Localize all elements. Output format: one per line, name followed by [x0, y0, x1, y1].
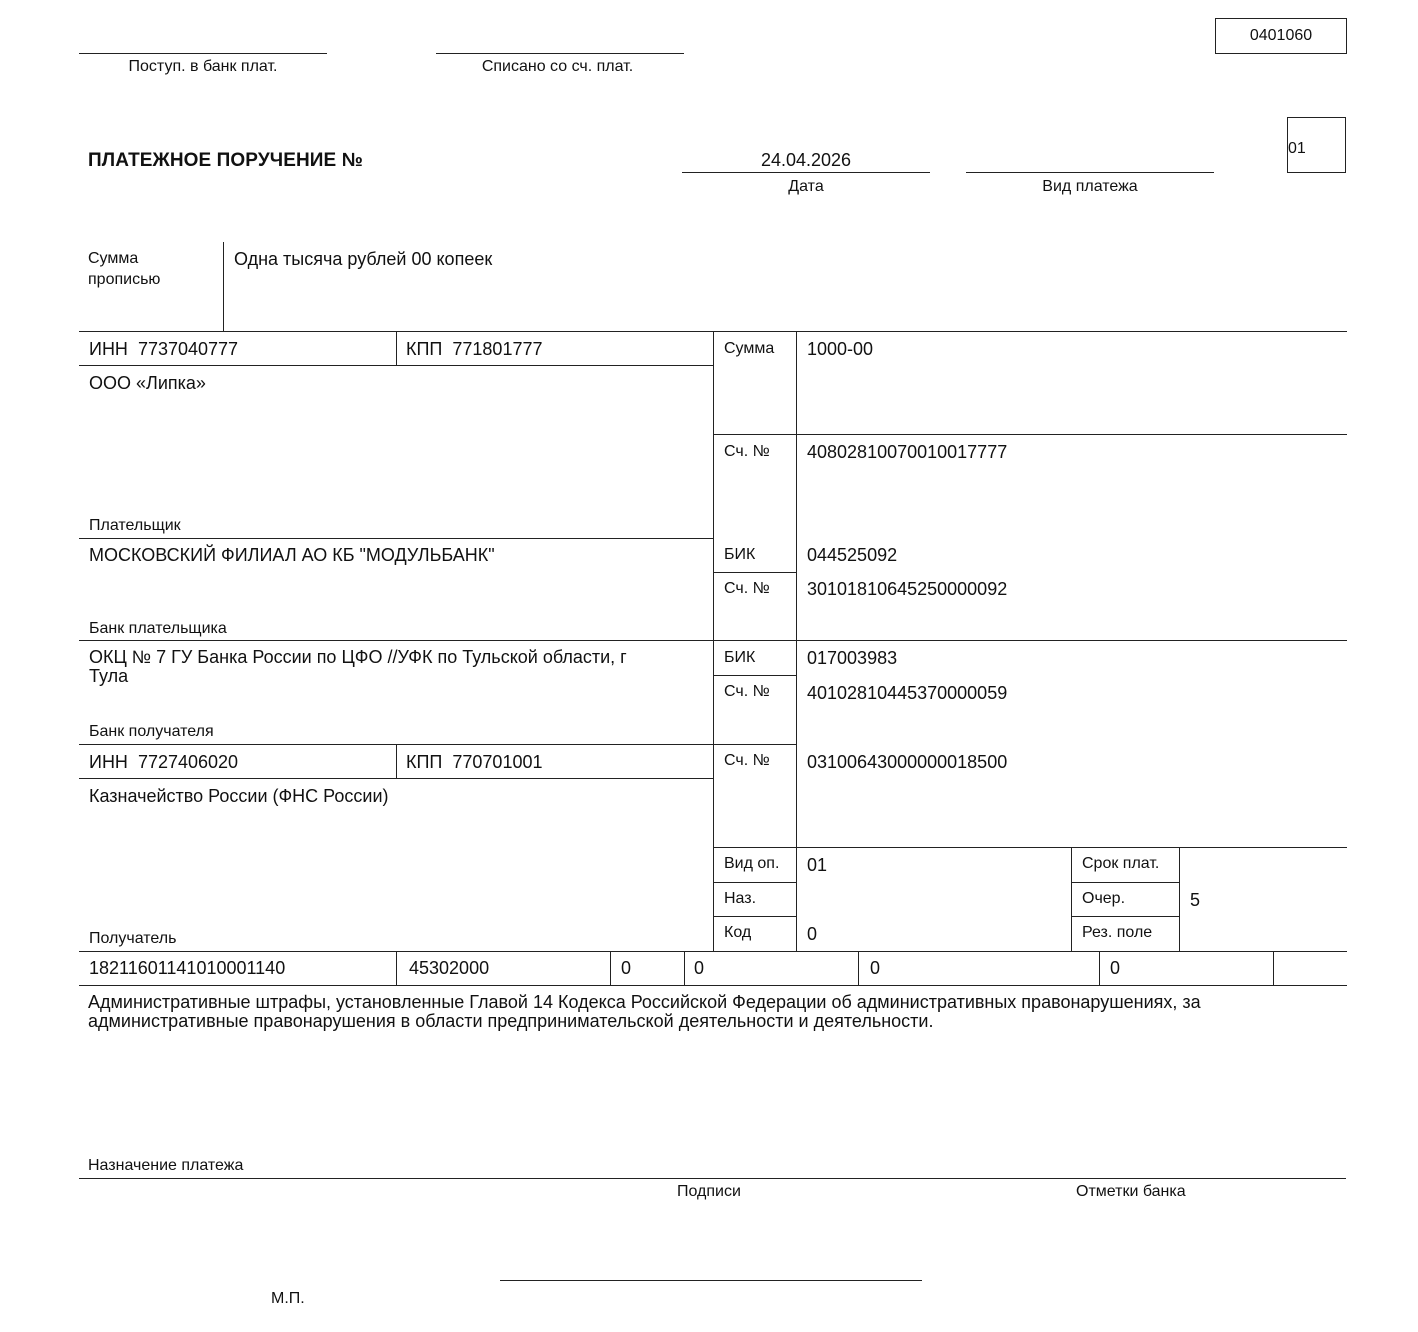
grid-line — [1071, 847, 1072, 951]
grid-line — [713, 434, 1347, 435]
payee-name: Казначейство России (ФНС России) — [89, 786, 389, 806]
grid-line — [79, 778, 713, 779]
grid-line — [858, 951, 859, 985]
grid-line — [79, 985, 1347, 986]
payee-bank-name — [89, 648, 627, 686]
tax-field-3: 0 — [870, 958, 881, 978]
grid-line — [79, 744, 796, 745]
oktmo-value: 45302000 — [409, 958, 490, 978]
amount-words-value: Одна тысяча рублей 00 копеек — [234, 249, 493, 269]
payer-kpp — [406, 339, 543, 359]
status-code-box — [1287, 117, 1346, 173]
payer-kpp-value: 771801777 — [452, 339, 543, 359]
received-label: Поступ. в банк плат. — [128, 58, 278, 75]
grid-line — [79, 365, 713, 366]
srok-label: Срок плат. — [1082, 855, 1160, 872]
payee-account-label: Сч. № — [724, 752, 770, 769]
date-line — [682, 172, 930, 173]
stamp-label: М.П. — [271, 1290, 305, 1307]
grid-line — [396, 951, 397, 985]
rez-label: Рез. поле — [1082, 924, 1153, 941]
grid-line — [396, 331, 397, 365]
ocher-label: Очер. — [1082, 890, 1126, 907]
purpose-label: Назначение платежа — [88, 1157, 244, 1174]
payee-inn-label: ИНН — [89, 752, 128, 772]
payment-type-label: Вид платежа — [1042, 178, 1138, 195]
amount-words-label-line1: Сумма — [88, 250, 139, 267]
purpose-line-2: административные правонарушения в области предпринимательской деятельности и деятельности. — [88, 1011, 934, 1031]
tax-field-2: 0 — [694, 958, 705, 978]
amount-label: Сумма — [724, 340, 775, 357]
grid-line — [713, 675, 796, 676]
tax-field-4: 0 — [1110, 958, 1121, 978]
grid-line — [713, 916, 796, 917]
signature-line — [500, 1280, 922, 1281]
payer-bank-bik-value: 044525092 — [807, 545, 898, 565]
payer-account-label: Сч. № — [724, 443, 770, 460]
payee-bank-name-line2: Тула — [89, 666, 129, 686]
payer-account-value: 40802810070010017777 — [807, 442, 1008, 462]
payee-bank-bik-label: БИК — [724, 649, 756, 666]
bank-marks-label: Отметки банка — [1076, 1183, 1186, 1200]
payee-account-value: 03100643000000018500 — [807, 752, 1008, 772]
purpose-text — [88, 993, 1338, 1031]
payer-name: ООО «Липка» — [89, 373, 206, 393]
grid-line — [1071, 882, 1179, 883]
payee-bank-account-value: 40102810445370000059 — [807, 683, 1008, 703]
payment-type-line — [966, 172, 1214, 173]
payer-inn-value: 7737040777 — [137, 339, 239, 359]
form-code-box — [1215, 18, 1347, 54]
grid-line — [396, 744, 397, 778]
payer-bank-bik-label: БИК — [724, 546, 756, 563]
payee-bank-bik-value: 017003983 — [807, 648, 898, 668]
vid-op-label: Вид оп. — [724, 855, 780, 872]
debited-line — [436, 53, 684, 54]
kod-value: 0 — [807, 924, 818, 944]
amount-words-divider — [223, 242, 224, 331]
date-label: Дата — [788, 178, 824, 195]
payer-kpp-label: КПП — [406, 339, 443, 359]
tax-field-1: 0 — [621, 958, 632, 978]
grid-line — [713, 882, 796, 883]
status-code: 01 — [1288, 140, 1306, 157]
grid-line — [79, 538, 713, 539]
payee-kpp — [406, 752, 543, 772]
payer-bank-account-label: Сч. № — [724, 580, 770, 597]
payee-inn — [89, 752, 238, 772]
debited-label: Списано со сч. плат. — [481, 58, 634, 75]
payer-inn-label: ИНН — [89, 339, 128, 359]
grid-line — [79, 1178, 1346, 1179]
payee-label: Получатель — [89, 930, 177, 947]
grid-line — [713, 572, 796, 573]
payer-bank-name: МОСКОВСКИЙ ФИЛИАЛ АО КБ "МОДУЛЬБАНК" — [89, 545, 495, 565]
ocher-value: 5 — [1190, 890, 1201, 910]
amount-words-label-line2: прописью — [88, 271, 161, 288]
payee-bank-account-label: Сч. № — [724, 683, 770, 700]
grid-line — [713, 331, 714, 951]
payee-inn-value: 7727406020 — [137, 752, 239, 772]
amount-words-label — [88, 248, 160, 290]
naz-label: Наз. — [724, 890, 757, 907]
grid-line — [1071, 916, 1179, 917]
grid-line — [1099, 951, 1100, 985]
payer-inn — [89, 339, 238, 359]
grid-line — [610, 951, 611, 985]
payer-bank-label: Банк плательщика — [89, 620, 227, 637]
grid-line — [796, 331, 797, 951]
payer-label: Плательщик — [89, 517, 181, 534]
form-code: 0401060 — [1249, 27, 1313, 44]
purpose-line-1: Административные штрафы, установленные Главой 14 Кодекса Российской Федерации об административных правонарушениях, за — [88, 992, 1201, 1012]
received-line — [79, 53, 327, 54]
grid-line — [79, 640, 1347, 641]
grid-line — [79, 951, 1347, 952]
payee-bank-name-line1: ОКЦ № 7 ГУ Банка России по ЦФО //УФК по Тульской области, г — [89, 647, 627, 667]
payee-kpp-value: 770701001 — [452, 752, 543, 772]
kbk-value: 18211601141010001140 — [89, 958, 286, 978]
date-value: 24.04.2026 — [760, 150, 852, 170]
grid-line — [1273, 951, 1274, 985]
signatures-label: Подписи — [677, 1183, 741, 1200]
grid-line — [1179, 847, 1180, 951]
payee-bank-label: Банк получателя — [89, 723, 214, 740]
kod-label: Код — [724, 924, 752, 941]
grid-line — [713, 847, 1347, 848]
payer-bank-account-value: 30101810645250000092 — [807, 579, 1008, 599]
document-title: ПЛАТЕЖНОЕ ПОРУЧЕНИЕ № — [88, 150, 363, 171]
amount-value: 1000-00 — [807, 339, 874, 359]
vid-op-value: 01 — [807, 855, 828, 875]
payee-kpp-label: КПП — [406, 752, 443, 772]
grid-line — [684, 951, 685, 985]
